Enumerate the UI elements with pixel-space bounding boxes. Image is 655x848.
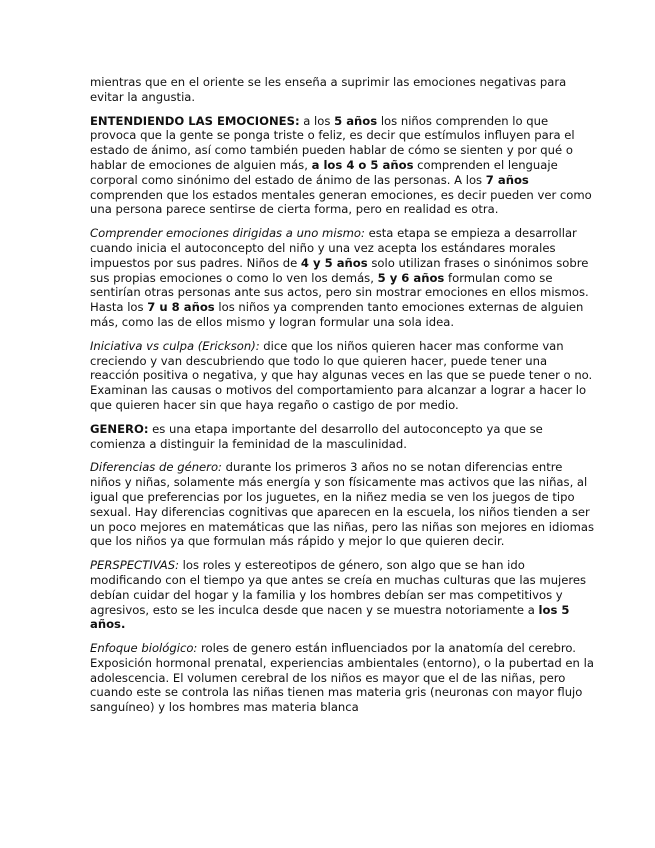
bold-age: 4 y 5 años [300, 255, 368, 270]
paragraph-perspectivas [90, 558, 595, 632]
paragraph-text: a los [299, 113, 335, 128]
paragraph-text: los niños comprenden lo que provoca que la gente se ponga triste o feliz, es decir que estímulos influyen para el estado de ánimo, así como también pueden hablar de cómo se sienten y por qué o hablar de emociones de alguien más, [90, 113, 575, 172]
paragraph-text: los roles y estereotipos de género, son algo que se han ido modificando con el tiempo ya que antes se creía en muchas culturas que las mujeres debían cuidar del hogar y la familia y los hombres debían ser mas competitivos y agresivos, esto se les inculca desde que nacen y se muestra notoriamente a [90, 558, 587, 617]
paragraph-text: comprenden que los estados mentales generan emociones, es decir pueden ver como una persona parece sentirse de cierta forma, pero en realidad es otra. [90, 187, 592, 217]
bold-age: 5 y 6 años [377, 270, 445, 285]
paragraph-diferencias-genero [90, 460, 595, 549]
bold-age: a los 4 o 5 años [311, 157, 414, 172]
paragraph-genero [90, 422, 595, 452]
paragraph-text: dice que los niños quieren hacer mas conforme van creciendo y van descubriendo que todo lo que quieren hacer, puede tener una reacción positiva o negativa, y que hay algunas veces en las que se puede tener o no. Examinan las causas o motivos del comportamiento para alcanzar a lograr a hacer lo que quieren hacer sin que haya regaño o castigo de por medio. [90, 338, 593, 412]
paragraph-text: comprenden el lenguaje corporal como sinónimo del estado de ánimo de las personas. A los [90, 157, 558, 187]
bold-age: 7 u 8 años [147, 300, 215, 315]
paragraph-enfoque-biologico [90, 641, 595, 715]
paragraph-text: los niños ya comprenden tanto emociones externas de alguien más, como las de ellos mismo y logran formular una sola idea. [90, 300, 584, 329]
bold-age: 5 años [334, 113, 378, 128]
paragraph-text: solo utilizan frases o sinónimos sobre sus propias emociones o como lo ven los demás, [90, 255, 589, 285]
paragraph-text: esta etapa se empieza a desarrollar cuando inicia el autoconcepto del niño y una vez acepta los estándares morales impuestos por sus padres. Niños de [90, 226, 577, 270]
paragraph-text: mientras que en el oriente se les enseña a suprimir las emociones negativas para evitar la angustia. [90, 75, 567, 104]
paragraph-comprender-emociones [90, 226, 595, 330]
bold-age: 7 años [485, 172, 529, 187]
paragraph-continuation [90, 75, 595, 105]
section-heading: Iniciativa vs culpa (Erickson): [90, 338, 260, 353]
paragraph-text: es una etapa importante del desarrollo del autoconcepto ya que se comienza a distinguir la feminidad de la masculinidad. [90, 421, 543, 451]
paragraph-iniciativa-culpa [90, 339, 595, 413]
section-heading: Diferencias de género: [90, 460, 222, 475]
section-heading: GENERO: [90, 421, 149, 436]
section-heading: Enfoque biológico: [90, 641, 198, 656]
paragraph-text: durante los primeros 3 años no se notan diferencias entre niños y niñas, solamente más energía y son físicamente mas activos que las niñas, al igual que preferencias por los juguetes, en la niñez media se ven los juegos de tipo sexual. Hay diferencias cognitivas que aparecen en la escuela, los niños tienden a ser un poco mejores en matemáticas que las niñas, pero las niñas son mejores en idiomas que los niños ya que formulan más rápido y mejor lo que quieren decir. [90, 460, 595, 549]
section-heading: PERSPECTIVAS: [90, 558, 179, 573]
paragraph-text: roles de genero están influenciados por la anatomía del cerebro. Exposición hormonal prenatal, experiencias ambientales (entorno), o la pubertad en la adolescencia. El volumen cerebral de los niños es mayor que el de las niñas, pero cuando este se controla las niñas tienen mas materia gris (neuronas con mayor flujo sanguíneo) y los hombres mas materia blanca [90, 641, 594, 715]
bold-age: los 5 años. [90, 602, 570, 632]
paragraph-text: formulan como se sentirían otras personas ante sus actos, pero sin mostrar emociones en ellos mismos. Hasta los [90, 270, 589, 315]
section-heading: ENTENDIENDO LAS EMOCIONES: [90, 113, 300, 128]
section-heading: Comprender emociones dirigidas a uno mismo: [90, 226, 365, 241]
paragraph-entendiendo-emociones [90, 114, 595, 218]
